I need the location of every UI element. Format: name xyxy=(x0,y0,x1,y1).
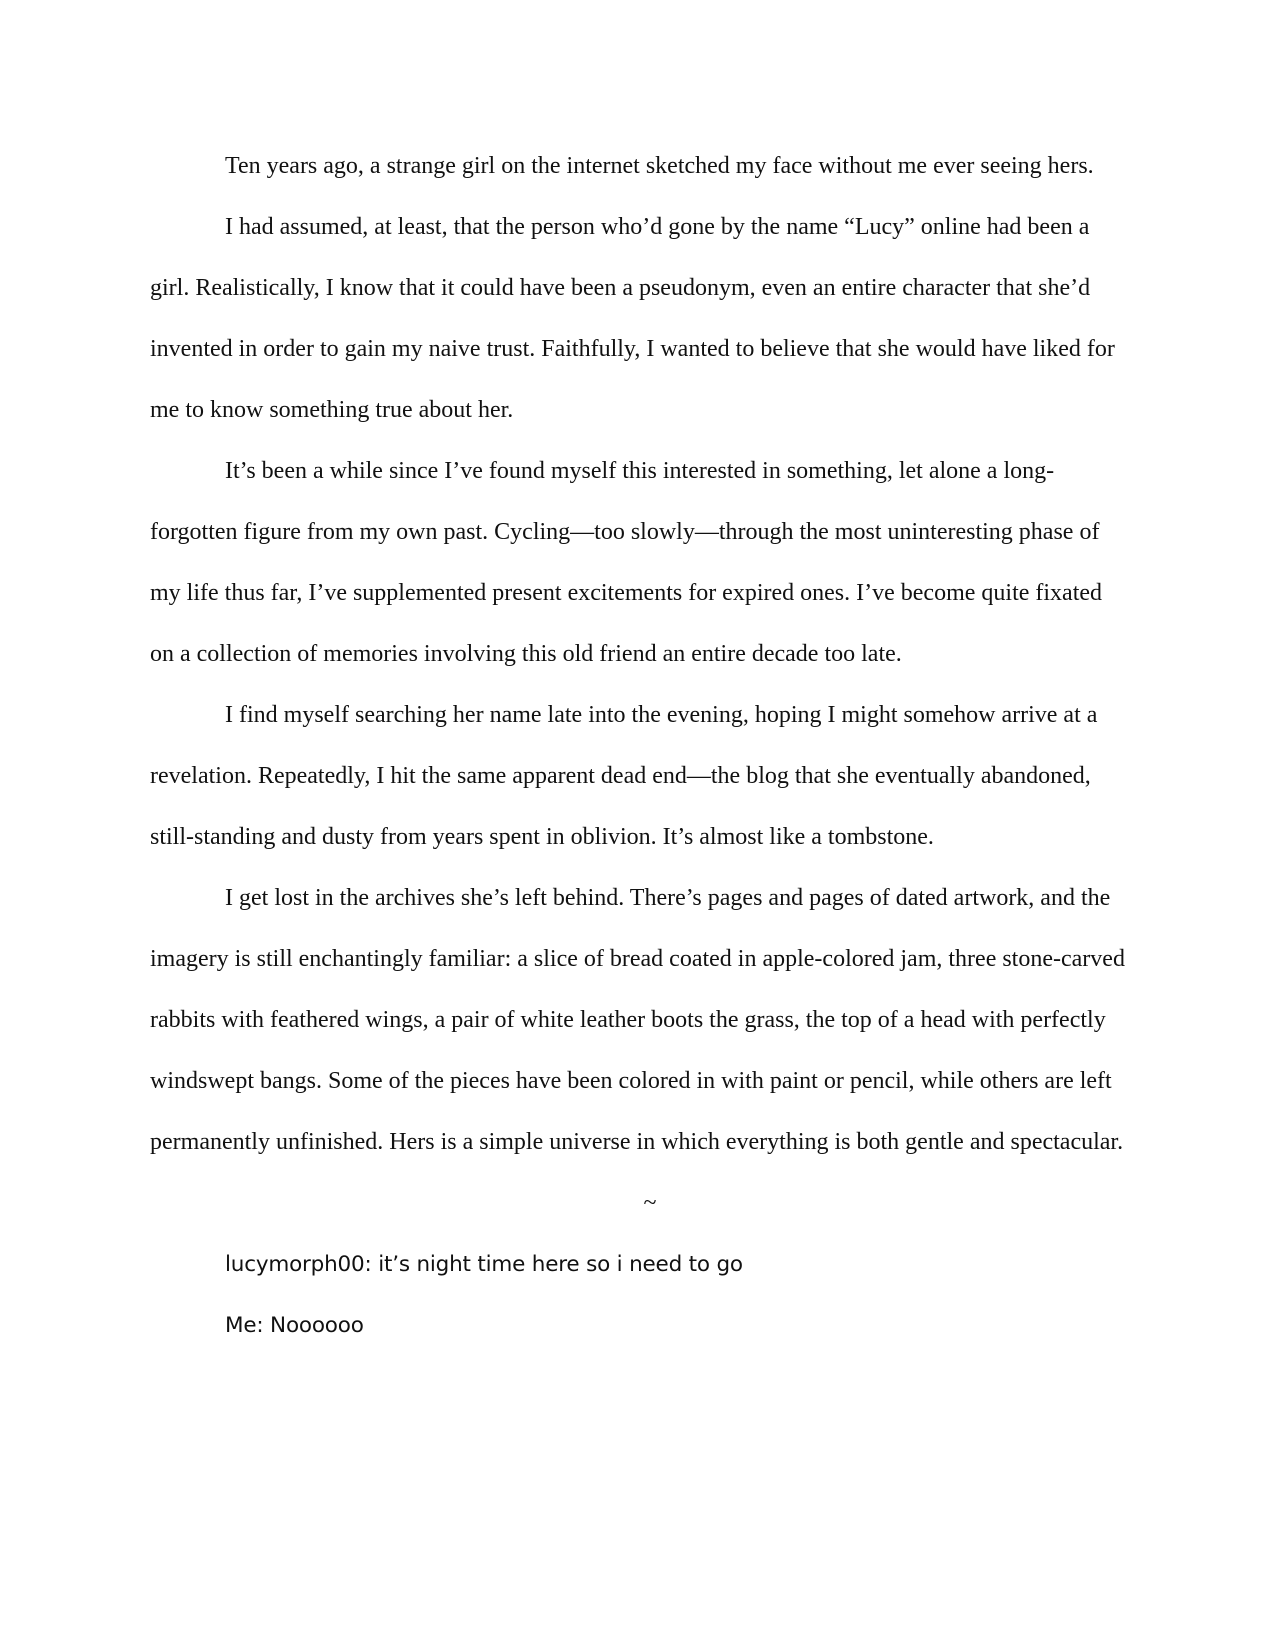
chat-line-1: lucymorph00: it’s night time here so i need to go xyxy=(225,1252,743,1277)
paragraph-1: Ten years ago, a strange girl on the internet sketched my face without me ever seeing hers. xyxy=(225,153,1094,179)
paragraph-3: It’s been a while since I’ve found myself this interested in something, let alone a long-forgotten figure from my own past. Cycling—too slowly—through the most uninteresting phase of my life thus far, I’ve supplemented present excitements for expired ones. I’ve become quite fixated on a collection of memories involving this old friend an entire decade too late. xyxy=(150,458,1103,667)
section-separator: ~ xyxy=(643,1190,657,1216)
paragraph-5: I get lost in the archives she’s left behind. There’s pages and pages of dated artwork, and the imagery is still enchantingly familiar: a slice of bread coated in apple-colored jam, three stone-carved rabbits with feathered wings, a pair of white leather boots the grass, the top of a head with perfectly windswept bangs. Some of the pieces have been colored in with paint or pencil, while others are left permanently unfinished. Hers is a simple universe in which everything is both gentle and spectacular. xyxy=(150,885,1125,1155)
chat-line-2: Me: Noooooo xyxy=(225,1313,364,1338)
paragraph-2: I had assumed, at least, that the person who’d gone by the name “Lucy” online had been a girl. Realistically, I know that it could have been a pseudonym, even an entire character that she’d invented in order to gain my naive trust. Faithfully, I wanted to believe that she would have liked for me to know something true about her. xyxy=(150,214,1115,423)
paragraph-4: I find myself searching her name late into the evening, hoping I might somehow arrive at a revelation. Repeatedly, I hit the same apparent dead end—the blog that she eventually abandoned, still-standing and dusty from years spent in oblivion. It’s almost like a tombstone. xyxy=(150,702,1098,850)
document-body xyxy=(150,136,1130,1356)
